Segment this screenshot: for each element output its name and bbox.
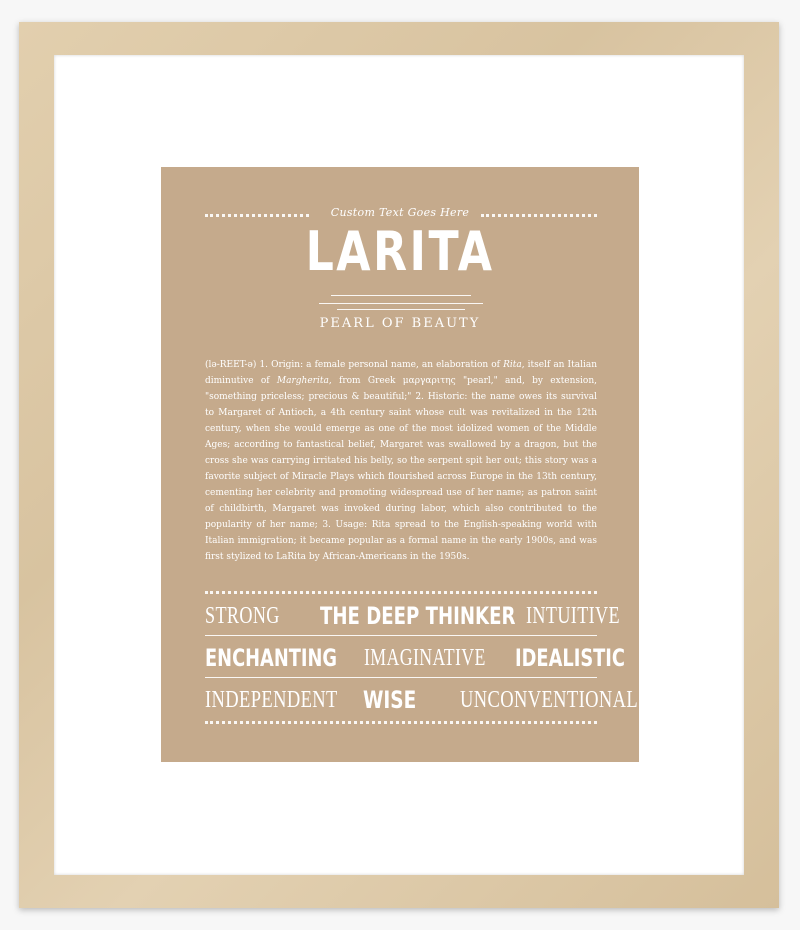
name-title: LARITA bbox=[305, 220, 495, 283]
trait-word: WISE bbox=[362, 686, 417, 714]
definition-text: , from Greek μαργαριτης "pearl," and, by extension, "something priceless; precious & beautiful;" 2. Historic: the name owes its survival to Margaret of Antioch, a 4th century saint whose cult was revitalized in the 12th century, when she would emerge as one of the most idolized women of the Middle Ages; according to fantastical belief, Margaret was swallowed by a dragon, but the cross she was carrying irritated his belly, so the serpent spit her out; this story was a favorite subject of Miracle Plays which flourished across Europe in the 13th century, cementing her celebrity and promoting widespread use of her name; as patron saint of childbirth, Margaret was invoked during labor, which also contributed to the popularity of her name; 3. Usage: Rita spread to the English-speaking world with Italian immigration; it became popular as a formal name in the early 1900s, and was first stylized to LaRita by African-Americans in the 1950s. bbox=[205, 376, 597, 562]
trait-word: UNCONVENTIONAL bbox=[459, 687, 638, 713]
trait-row-1 bbox=[205, 599, 621, 633]
trait-divider-1 bbox=[205, 635, 597, 636]
trait-word: IDEALISTIC bbox=[515, 644, 626, 672]
trait-row-3 bbox=[205, 683, 638, 717]
trait-word: IMAGINATIVE bbox=[363, 645, 486, 671]
definition-italic-term: Margherita bbox=[276, 376, 329, 386]
name-print-artwork bbox=[161, 167, 639, 762]
trait-word: INTUITIVE bbox=[526, 603, 621, 629]
rule-lower bbox=[337, 309, 465, 310]
rule-middle bbox=[319, 303, 483, 304]
custom-text: Custom Text Goes Here bbox=[330, 206, 470, 219]
trait-word: INDEPENDENT bbox=[205, 687, 338, 713]
trait-divider-2 bbox=[205, 677, 597, 678]
definition-text: (lə-REET-ə) 1. Origin: a female personal name, an elaboration of bbox=[205, 360, 504, 370]
white-mat bbox=[54, 55, 744, 875]
name-definition bbox=[205, 357, 597, 565]
traits-top-dotted-line bbox=[205, 591, 597, 594]
traits-bottom-dotted-line bbox=[205, 721, 597, 724]
rule-upper bbox=[331, 295, 471, 296]
trait-word: ENCHANTING bbox=[205, 644, 338, 672]
trait-word: THE DEEP THINKER bbox=[320, 602, 516, 630]
definition-text: , itself an Italian diminutive of bbox=[205, 360, 597, 386]
trait-row-2 bbox=[205, 641, 626, 675]
definition-italic-term: Rita bbox=[503, 360, 522, 370]
trait-word: STRONG bbox=[205, 603, 280, 629]
wooden-frame bbox=[19, 22, 779, 908]
name-meaning: PEARL OF BEAUTY bbox=[319, 316, 481, 331]
